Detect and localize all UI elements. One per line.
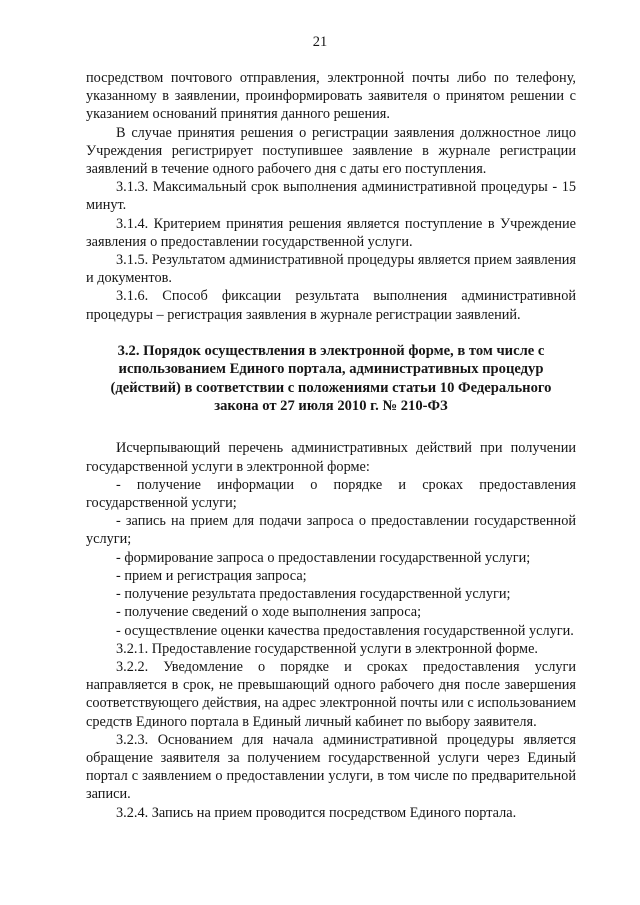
paragraph-3-2-4: 3.2.4. Запись на прием проводится посредством Единого портала. <box>116 804 517 821</box>
paragraph-3-2-2: 3.2.2. Уведомление о порядке и сроках предоставления услуги направляется в срок, не превышающий одного рабочего дня после завершения соответствующего действия, на адрес электронной почты или с использованием средств Единого портала в Единый личный кабинет по выбору заявителя. <box>86 658 576 730</box>
paragraph-intro: Исчерпывающий перечень административных действий при получении государственной услуги в электронной форме: <box>86 440 576 475</box>
paragraph-3-1-5: 3.1.5. Результатом административной процедуры является прием заявления и документов. <box>86 252 576 287</box>
paragraph-3-1-4: 3.1.4. Критерием принятия решения является поступление в Учреждение заявления о предоставлении государственной услуги. <box>86 215 576 250</box>
paragraph-3-2-1: 3.2.1. Предоставление государственной услуги в электронной форме. <box>116 640 539 657</box>
list-item: - прием и регистрация запроса; <box>116 567 307 584</box>
paragraph-continuation: посредством почтового отправления, электронной почты либо по телефону, указанному в заявлении, проинформировать заявителя о принятом решении с указанием оснований принятия данного решения. <box>86 70 576 123</box>
paragraph-3-2-3: 3.2.3. Основанием для начала административной процедуры является обращение заявителя за получением государственной услуги через Единый портал с заявлением о предоставлении услуги, в том числе по предварительной записи. <box>86 731 576 803</box>
list-item: - получение результата предоставления государственной услуги; <box>116 586 511 603</box>
document-body <box>86 69 576 822</box>
page-number: 21 <box>312 34 328 50</box>
list-item: - запись на прием для подачи запроса о предоставлении государственной услуги; <box>86 513 576 548</box>
list-item: - получение информации о порядке и сроках предоставления государственной услуги; <box>86 476 576 512</box>
paragraph-3-1-3: 3.1.3. Максимальный срок выполнения административной процедуры - 15 минут. <box>86 179 576 214</box>
list-item: - получение сведений о ходе выполнения запроса; <box>116 604 422 621</box>
paragraph-3-1-6: 3.1.6. Способ фиксации результата выполнения административной процедуры – регистрация заявления в журнале регистрации заявлений. <box>86 288 576 323</box>
list-item: - осуществление оценки качества предоставления государственной услуги. <box>116 622 574 639</box>
paragraph-registration: В случае принятия решения о регистрации заявления должностное лицо Учреждения регистрирует поступившее заявление в журнале регистрации заявлений в течение одного рабочего дня с даты его поступления. <box>86 124 576 178</box>
list-item: - формирование запроса о предоставлении государственной услуги; <box>116 549 531 566</box>
section-heading-3-2: 3.2. Порядок осуществления в электронной форме, в том числе с использованием Единого портала, административных процедур (действий) в соответствии с положениями статьи 10 Федерального закона от 27 июля 2010 г. № 210-ФЗ <box>110 342 552 415</box>
